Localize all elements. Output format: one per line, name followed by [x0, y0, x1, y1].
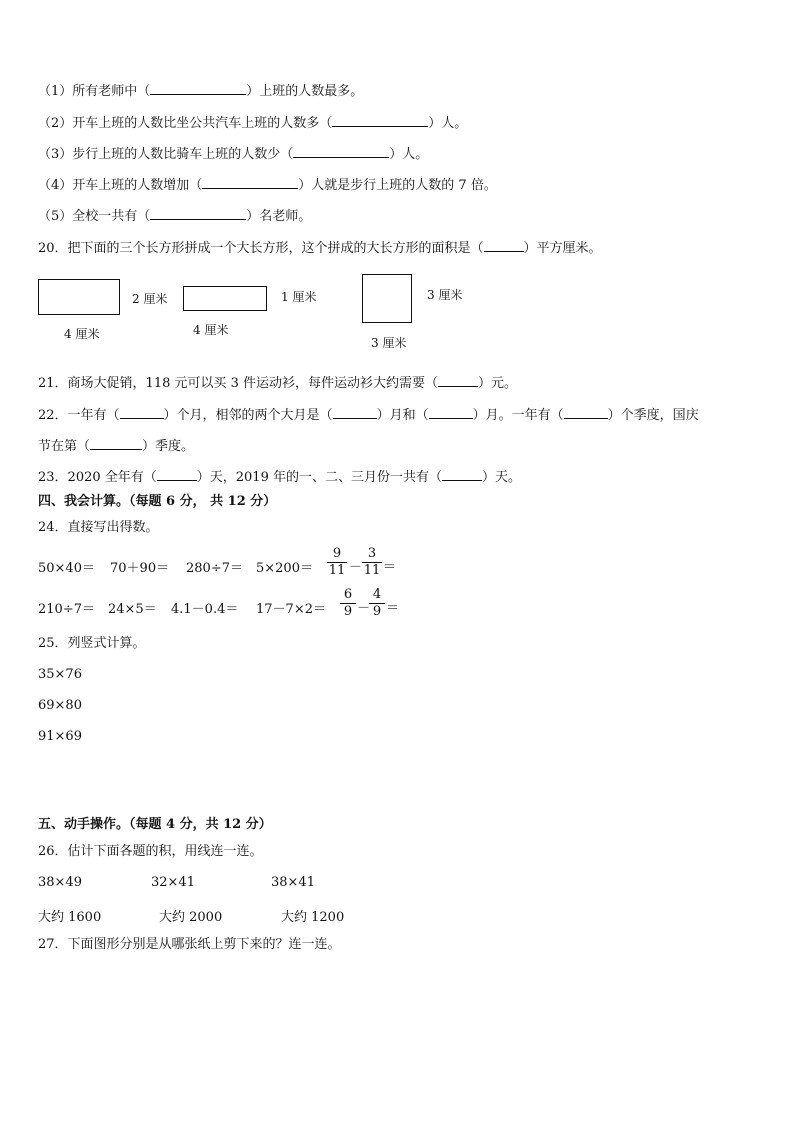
answer-blank[interactable]: [293, 146, 389, 158]
q20-pre: 20．把下面的三个长方形拼成一个大长方形，这个拼成的大长方形的面积是（: [38, 241, 484, 256]
answer-blank[interactable]: [564, 407, 608, 419]
q22-part: ）月。一年有（: [472, 408, 564, 423]
rectangle-1-width-label: 4 厘米: [64, 327, 100, 341]
q19-item-4-post: ）人就是步行上班的人数的 7 倍。: [298, 178, 497, 193]
answer-blank[interactable]: [202, 177, 298, 189]
estimate-answer[interactable]: 大约 1200: [281, 910, 345, 925]
calc-item: 70＋90＝: [110, 561, 170, 576]
calc-item: 210÷7＝: [38, 602, 95, 617]
q19-item-1: [38, 83, 363, 100]
numerator: 9: [332, 546, 342, 561]
q27-title: 27．下面图形分别是从哪张纸上剪下来的？连一连。: [38, 937, 341, 952]
answer-blank[interactable]: [438, 375, 478, 387]
q19-item-3: [38, 146, 428, 163]
fraction-4-9: [369, 587, 385, 620]
vertical-calc-item: 69×80: [38, 698, 82, 713]
q19-item-3-pre: （3）步行上班的人数比骑车上班的人数少（: [38, 147, 294, 162]
calc-item: 4.1－0.4＝: [171, 602, 239, 617]
denominator: 9: [372, 604, 382, 619]
rectangle-2: [183, 286, 267, 311]
q19-item-5-post: ）名老师。: [246, 209, 312, 224]
estimate-expr[interactable]: 38×49: [38, 875, 82, 890]
q23-part: 23．2020 全年有（: [38, 470, 157, 485]
q19-item-5: [38, 208, 311, 225]
q22-text-line2: [38, 438, 194, 455]
numerator: 3: [367, 546, 377, 561]
rectangle-3: [362, 274, 412, 323]
answer-blank[interactable]: [333, 407, 377, 419]
rectangle-2-width-label: 4 厘米: [193, 323, 229, 337]
q23-part: ）天。: [481, 470, 521, 485]
estimate-expr[interactable]: 38×41: [271, 875, 315, 890]
q20-post: ）平方厘米。: [523, 241, 602, 256]
calc-item: 17－7×2＝: [256, 602, 326, 617]
answer-blank[interactable]: [429, 407, 473, 419]
q19-item-2: [38, 115, 467, 132]
denominator: 11: [363, 563, 381, 578]
q19-item-4: [38, 177, 497, 194]
calc-item: 50×40＝: [38, 561, 95, 576]
q24-title: 24．直接写出得数。: [38, 520, 159, 535]
fraction-6-9: [340, 587, 356, 620]
q22-text-line1: [38, 407, 699, 424]
rectangle-3-height-label: 3 厘米: [427, 288, 463, 302]
calc-item: 280÷7＝: [186, 561, 243, 576]
estimate-answer[interactable]: 大约 2000: [159, 910, 223, 925]
q22-part: ）季度。: [142, 439, 195, 454]
answer-blank[interactable]: [90, 438, 142, 450]
rectangle-3-width-label: 3 厘米: [371, 336, 407, 350]
q22-part: ）月和（: [376, 408, 429, 423]
vertical-calc-item: 35×76: [38, 667, 82, 682]
denominator: 9: [343, 604, 353, 619]
minus-sign: －: [357, 601, 371, 616]
calc-item: 24×5＝: [108, 602, 157, 617]
q22-part: ）个季度，国庆: [607, 408, 699, 423]
denominator: 11: [328, 563, 346, 578]
section-5-heading: 五、动手操作。（每题 4 分，共 12 分）: [38, 817, 272, 832]
numerator: 6: [343, 587, 353, 602]
q22-part: ）个月，相邻的两个大月是（: [163, 408, 333, 423]
q19-item-5-pre: （5）全校一共有（: [38, 209, 151, 224]
q22-part: 22．一年有（: [38, 408, 120, 423]
calc-item: 5×200＝: [256, 561, 313, 576]
rectangle-1-height-label: 2 厘米: [132, 292, 168, 306]
section-4-heading: 四、我会计算。（每题 6 分， 共 12 分）: [38, 494, 277, 509]
fraction-3-11: [362, 546, 382, 579]
q26-title: 26．估计下面各题的积，用线连一连。: [38, 844, 263, 859]
answer-blank[interactable]: [157, 469, 197, 481]
q23-text: [38, 469, 521, 486]
q21-text: [38, 375, 517, 392]
q23-part: ）天，2019 年的一、二、三月份一共有（: [196, 470, 442, 485]
rectangle-1: [38, 279, 120, 315]
q19-item-2-pre: （2）开车上班的人数比坐公共汽车上班的人数多（: [38, 116, 333, 131]
q21-pre: 21．商场大促销，118 元可以买 3 件运动衫，每件运动衫大约需要（: [38, 376, 439, 391]
q19-item-2-post: ）人。: [428, 116, 468, 131]
answer-blank[interactable]: [150, 83, 246, 95]
answer-blank[interactable]: [120, 407, 164, 419]
fraction-9-11: [327, 546, 347, 579]
q19-item-1-pre: （1）所有老师中（: [38, 84, 151, 99]
q20-text: [38, 240, 602, 257]
q19-item-1-post: ）上班的人数最多。: [246, 84, 364, 99]
q22-part: 节在第（: [38, 439, 91, 454]
equals-sign: ＝: [383, 560, 397, 575]
answer-blank[interactable]: [332, 115, 428, 127]
rectangle-2-height-label: 1 厘米: [281, 290, 317, 304]
vertical-calc-item: 91×69: [38, 729, 82, 744]
estimate-expr[interactable]: 32×41: [151, 875, 195, 890]
answer-blank[interactable]: [150, 208, 246, 220]
q19-item-4-pre: （4）开车上班的人数增加（: [38, 178, 203, 193]
q19-item-3-post: ）人。: [389, 147, 429, 162]
minus-sign: －: [349, 560, 363, 575]
q25-title: 25．列竖式计算。: [38, 636, 146, 651]
q21-post: ）元。: [478, 376, 518, 391]
answer-blank[interactable]: [442, 469, 482, 481]
numerator: 4: [372, 587, 382, 602]
estimate-answer[interactable]: 大约 1600: [38, 910, 102, 925]
answer-blank[interactable]: [484, 240, 524, 252]
equals-sign: ＝: [386, 601, 400, 616]
